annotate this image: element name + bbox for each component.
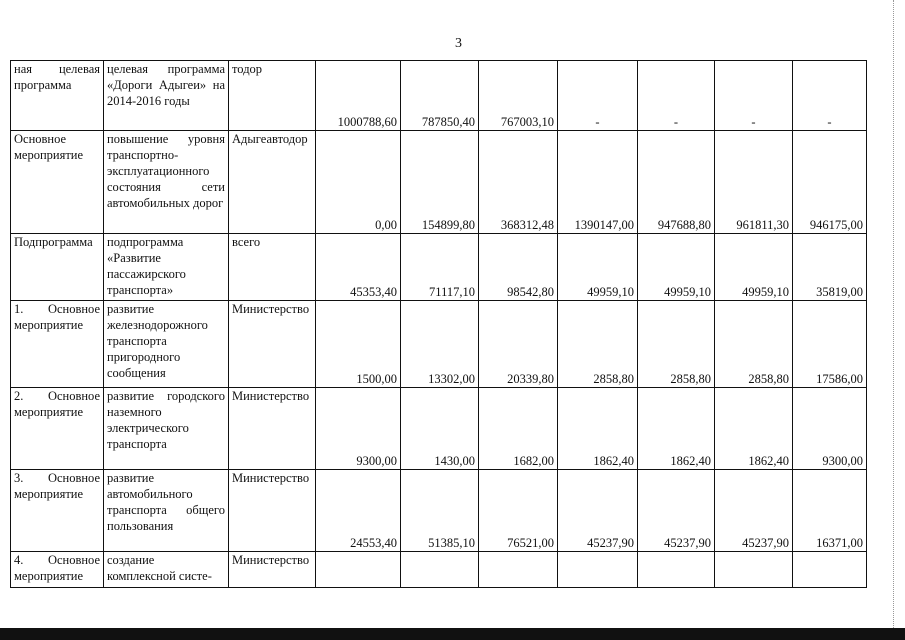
value-cell: 1390147,00 [558, 131, 638, 234]
value-cell: 9300,00 [316, 388, 401, 470]
row-type-cell: 4. Основное мероприятие [11, 552, 104, 588]
value-cell [558, 552, 638, 588]
row-type-cell: 1. Основное мероприятие [11, 301, 104, 388]
value-cell: 13302,00 [401, 301, 479, 388]
value-cell [793, 552, 867, 588]
value-cell: 1862,40 [638, 388, 715, 470]
row-executor-cell: Министерство [229, 388, 316, 470]
value-cell [479, 552, 558, 588]
row-type-cell: Подпрограмма [11, 234, 104, 301]
row-executor-cell: Министерство [229, 470, 316, 552]
value-cell: 1500,00 [316, 301, 401, 388]
value-cell: 1000788,60 [316, 61, 401, 131]
row-type-cell: Основное мероприятие [11, 131, 104, 234]
page-number: 3 [455, 36, 462, 51]
value-cell [401, 552, 479, 588]
value-cell: 45237,90 [638, 470, 715, 552]
value-cell: 49959,10 [638, 234, 715, 301]
row-type-cell: ная целевая программа [11, 61, 104, 131]
value-cell: 45237,90 [558, 470, 638, 552]
table-row [11, 61, 867, 131]
scan-edge-right [893, 0, 898, 640]
table-row [11, 470, 867, 552]
row-name-cell: подпрограмма «Развитие пассажирского транспорта» [104, 234, 229, 301]
row-name-cell: развитие железнодорожного транспорта пригородного сообщения [104, 301, 229, 388]
row-executor-cell: тодор [229, 61, 316, 131]
value-cell: - [715, 61, 793, 131]
value-cell: 76521,00 [479, 470, 558, 552]
row-name-cell: создание комплексной систе- [104, 552, 229, 588]
value-cell: - [638, 61, 715, 131]
value-cell [715, 552, 793, 588]
value-cell: 787850,40 [401, 61, 479, 131]
value-cell: 2858,80 [558, 301, 638, 388]
row-name-cell: повышение уровня транспортно-эксплуатационного состояния сети автомобильных дорог [104, 131, 229, 234]
value-cell: 16371,00 [793, 470, 867, 552]
value-cell: 946175,00 [793, 131, 867, 234]
row-type-cell: 2. Основное мероприятие [11, 388, 104, 470]
budget-table-body [11, 61, 867, 588]
row-name-cell: целевая программа «Дороги Адыгеи» на 2014-2016 годы [104, 61, 229, 131]
value-cell: 1430,00 [401, 388, 479, 470]
table-row [11, 388, 867, 470]
budget-table [10, 60, 867, 588]
value-cell: 45237,90 [715, 470, 793, 552]
value-cell [638, 552, 715, 588]
value-cell: 24553,40 [316, 470, 401, 552]
value-cell [316, 552, 401, 588]
value-cell: 49959,10 [558, 234, 638, 301]
value-cell: 9300,00 [793, 388, 867, 470]
value-cell: 767003,10 [479, 61, 558, 131]
row-executor-cell: всего [229, 234, 316, 301]
row-name-cell: развитие автомобильного транспорта общего пользования [104, 470, 229, 552]
value-cell: 947688,80 [638, 131, 715, 234]
value-cell: 2858,80 [715, 301, 793, 388]
value-cell: 20339,80 [479, 301, 558, 388]
value-cell: 2858,80 [638, 301, 715, 388]
value-cell: 51385,10 [401, 470, 479, 552]
value-cell: 45353,40 [316, 234, 401, 301]
value-cell: - [793, 61, 867, 131]
value-cell: 0,00 [316, 131, 401, 234]
value-cell: 154899,80 [401, 131, 479, 234]
row-name-cell: развитие городского наземного электрического транспорта [104, 388, 229, 470]
value-cell: 961811,30 [715, 131, 793, 234]
value-cell: 1682,00 [479, 388, 558, 470]
value-cell: 98542,80 [479, 234, 558, 301]
value-cell: 1862,40 [715, 388, 793, 470]
value-cell: 71117,10 [401, 234, 479, 301]
table-row [11, 301, 867, 388]
row-executor-cell: Министерство [229, 552, 316, 588]
scan-bottom-border [0, 628, 905, 640]
row-executor-cell: Адыгеавтодор [229, 131, 316, 234]
value-cell: 17586,00 [793, 301, 867, 388]
row-type-cell: 3. Основное мероприятие [11, 470, 104, 552]
table-row [11, 131, 867, 234]
value-cell: 368312,48 [479, 131, 558, 234]
row-executor-cell: Министерство [229, 301, 316, 388]
table-row [11, 552, 867, 588]
value-cell: - [558, 61, 638, 131]
value-cell: 49959,10 [715, 234, 793, 301]
value-cell: 1862,40 [558, 388, 638, 470]
table-row [11, 234, 867, 301]
value-cell: 35819,00 [793, 234, 867, 301]
